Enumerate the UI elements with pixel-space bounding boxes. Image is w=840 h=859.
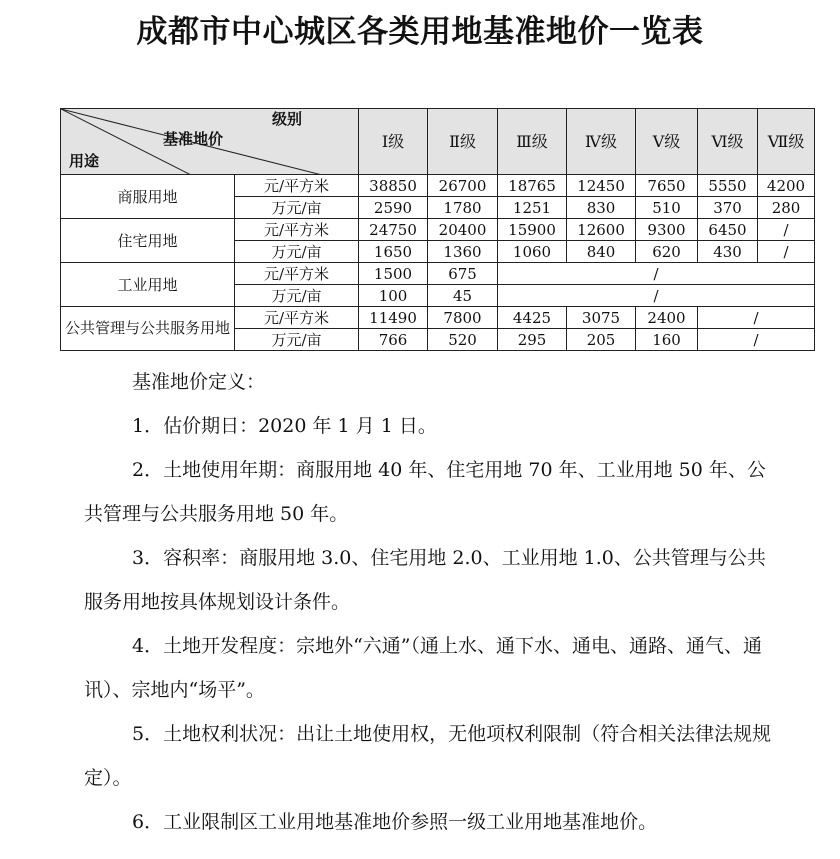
unit-cell: 元/平方米 — [235, 263, 359, 285]
price-cell: 12450 — [567, 175, 636, 197]
grade-header: Ⅵ级 — [698, 109, 758, 175]
price-cell: 3075 — [567, 307, 636, 329]
price-cell: 26700 — [428, 175, 498, 197]
price-cell: 1780 — [428, 197, 498, 219]
price-cell: 12600 — [567, 219, 636, 241]
table-row — [61, 263, 815, 285]
definitions-heading: 基准地价定义： — [132, 371, 266, 393]
land-use-commercial: 商服用地 — [61, 175, 235, 219]
price-cell: / — [758, 219, 815, 241]
price-cell: 1060 — [498, 241, 567, 263]
price-cell: 510 — [636, 197, 698, 219]
price-cell-na: / — [698, 307, 815, 329]
price-cell: 24750 — [359, 219, 428, 241]
price-cell: 1360 — [428, 241, 498, 263]
price-cell: 430 — [698, 241, 758, 263]
definition-item: 3．容积率：商服用地 3.0、住宅用地 2.0、工业用地 1.0、公共管理与公共服务用地按具体规划设计条件。 — [84, 547, 766, 613]
price-cell: 11490 — [359, 307, 428, 329]
price-cell: 9300 — [636, 219, 698, 241]
price-cell: 840 — [567, 241, 636, 263]
price-cell: / — [758, 241, 815, 263]
price-cell: 100 — [359, 285, 428, 307]
price-cell: 38850 — [359, 175, 428, 197]
unit-cell: 万元/亩 — [235, 197, 359, 219]
price-cell-na: / — [698, 329, 815, 351]
price-cell: 6450 — [698, 219, 758, 241]
table-row — [61, 307, 815, 329]
definition-item: 6．工业限制区工业用地基准地价参照一级工业用地基准地价。 — [132, 811, 658, 833]
price-cell: 45 — [428, 285, 498, 307]
price-cell: 830 — [567, 197, 636, 219]
unit-cell: 万元/亩 — [235, 329, 359, 351]
price-cell: 1500 — [359, 263, 428, 285]
definition-item: 1．估价期日：2020 年 1 月 1 日。 — [132, 415, 437, 437]
grade-header: Ⅰ级 — [359, 109, 428, 175]
price-cell: 675 — [428, 263, 498, 285]
price-cell: 7800 — [428, 307, 498, 329]
price-cell: 7650 — [636, 175, 698, 197]
price-cell: 5550 — [698, 175, 758, 197]
price-cell: 2400 — [636, 307, 698, 329]
definition-item: 2．土地使用年期：商服用地 40 年、住宅用地 70 年、工业用地 50 年、公共管理与公共服务用地 50 年。 — [84, 459, 766, 525]
price-cell: 766 — [359, 329, 428, 351]
price-cell: 620 — [636, 241, 698, 263]
unit-cell: 元/平方米 — [235, 307, 359, 329]
header-row — [61, 109, 815, 175]
unit-cell: 元/平方米 — [235, 175, 359, 197]
price-cell: 280 — [758, 197, 815, 219]
definition-item: 5．土地权利状况：出让土地使用权，无他项权利限制（符合相关法律法规规定）。 — [84, 723, 772, 789]
land-use-residential: 住宅用地 — [61, 219, 235, 263]
price-cell: 4200 — [758, 175, 815, 197]
price-cell-na: / — [498, 263, 815, 285]
header-use-label: 用途 — [69, 152, 100, 170]
price-cell: 1251 — [498, 197, 567, 219]
table-row — [61, 219, 815, 241]
price-cell: 4425 — [498, 307, 567, 329]
price-cell: 1650 — [359, 241, 428, 263]
page-title: 成都市中心城区各类用地基准地价一览表 — [136, 14, 704, 50]
header-price-label: 基准地价 — [163, 130, 224, 148]
grade-header: Ⅳ级 — [567, 109, 636, 175]
land-price-table — [60, 108, 815, 351]
grade-header: Ⅲ级 — [498, 109, 567, 175]
grade-header: Ⅴ级 — [636, 109, 698, 175]
price-cell: 15900 — [498, 219, 567, 241]
grade-header: Ⅱ级 — [428, 109, 498, 175]
header-grade-label: 级别 — [272, 110, 303, 128]
unit-cell: 万元/亩 — [235, 285, 359, 307]
price-cell-na: / — [498, 285, 815, 307]
price-cell: 20400 — [428, 219, 498, 241]
price-cell: 205 — [567, 329, 636, 351]
definitions-section — [84, 360, 774, 844]
price-cell: 18765 — [498, 175, 567, 197]
diagonal-header-cell — [61, 109, 359, 175]
price-cell: 2590 — [359, 197, 428, 219]
land-use-public: 公共管理与公共服务用地 — [61, 307, 235, 351]
table-row — [61, 175, 815, 197]
unit-cell: 元/平方米 — [235, 219, 359, 241]
price-cell: 370 — [698, 197, 758, 219]
price-cell: 520 — [428, 329, 498, 351]
definition-item: 4．土地开发程度：宗地外“六通”（通上水、通下水、通电、通路、通气、通讯）、宗地内“场平”。 — [84, 635, 763, 701]
grade-header: Ⅶ级 — [758, 109, 815, 175]
unit-cell: 万元/亩 — [235, 241, 359, 263]
land-use-industrial: 工业用地 — [61, 263, 235, 307]
price-cell: 160 — [636, 329, 698, 351]
price-cell: 295 — [498, 329, 567, 351]
